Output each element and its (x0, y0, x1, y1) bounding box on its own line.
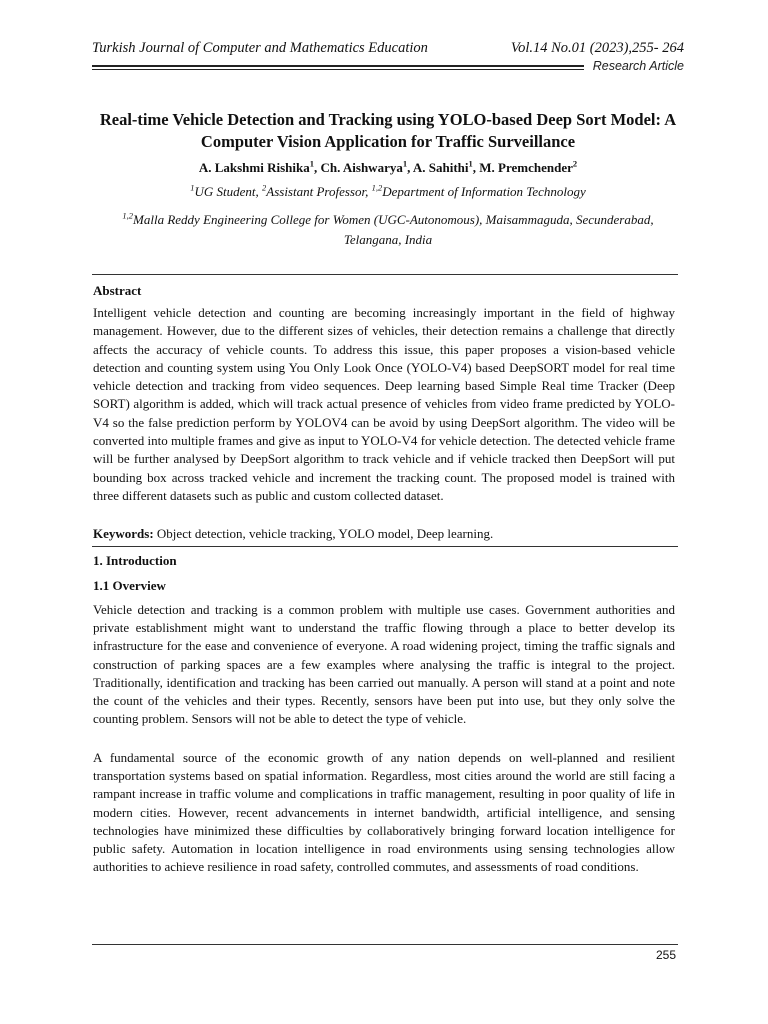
keywords (93, 526, 493, 542)
journal-name: Turkish Journal of Computer and Mathematics Education (92, 40, 428, 56)
volume-info: Vol.14 No.01 (2023),255- 264 (510, 40, 684, 56)
keywords-text: Object detection, vehicle tracking, YOLO model, Deep learning. (153, 526, 494, 541)
author-list: A. Lakshmi Rishika$^1$, Ch. Aishwarya$^1$, A. Sahithi$^1$, M. Premchender$^2$ (198, 158, 578, 175)
keywords-label: Keywords: (93, 526, 154, 541)
abstract-heading: Abstract (93, 283, 142, 298)
abstract-text: Intelligent vehicle detection and counting are becoming increasingly important in the field of highway management. However, due to the different sizes of vehicles, their detection remains a challenge that directly affects the accuracy of vehicle counts. To address this issue, this paper proposes a vision-based vehicle detection and counting system using You Only Look Once (YOLO-V4) based DeepSORT model for real time vehicle detection and tracking from video sequences. Deep learning based Simple Real time Tracker (Deep SORT) algorithm is added, which will track actual presence of vehicles from video frame predicted by YOLO-V4 so the false prediction perform by YOLOV4 can be avoid by using DeepSort algorithm. The video will be converted into multiple frames and give as input to YOLO-V4 for vehicle detection. The detected vehicle frame will be further analysed by DeepSort algorithm to track vehicle and if vehicle tracked then DeepSort will put bounding box across tracked vehicle and increment the tracking count. The proposed model is trained with three different datasets such as public and custom collected dataset. (93, 305, 675, 503)
affiliation-roles: $^1$UG Student, $^2$Assistant Professor, $^{1,2}$Department of Information Technology (190, 182, 586, 199)
paragraph: A fundamental source of the economic growth of any nation depends on well-planned and resilient transportation systems based on spatial information. Regardless, most cities around the world are still facing a rampant increase in traffic volume and complications in traffic management, resulting in poor quality of life in modern cities. However, recent advancements in internet bandwidth, artificial intelligence, and sensing technologies have minimized these difficulties by collaboratively bringing forward location intelligence for public safety. Automation in location intelligence in road environments using sensing technologies allow authorities to achieve resilience in road safety, controlled commutes, and assessments of road conditions. (93, 750, 675, 875)
subsection-heading: 1.1 Overview (93, 578, 166, 593)
affiliation-institution: $^{1,2}$Malla Reddy Engineering College for Women (UGC-Autonomous), Maisammaguda, Secunderabad, Telangana, India (122, 210, 654, 247)
article-type: Research Article (592, 59, 684, 73)
section-heading: 1. Introduction (93, 553, 177, 568)
running-header (92, 40, 684, 57)
paragraph: Vehicle detection and tracking is a common problem with multiple use cases. Government authorities and private establishment might want to understand the traffic flowing through a place to better develop its infrastructure for the ease and convenience of everyone. A road widening project, timing the traffic signals and construction of parking spaces are a few examples where analysing the traffic is integral to the project. Traditionally, identification and tracking has been carried out manually. A person will stand at a point and note the count of the vehicles and their types. Recently, sensors have been put into use, but they only solve the counting problem. Sensors will not be able to detect the type of vehicle. (93, 602, 675, 727)
author-name: M. Premchender (479, 160, 573, 175)
author-name: A. Lakshmi Rishika (198, 160, 310, 175)
header-rule (92, 63, 584, 70)
author-name: Ch. Aishwarya (320, 160, 403, 175)
abstract-top-rule (92, 274, 678, 275)
author-name: A. Sahithi (412, 160, 469, 175)
page-number: 255 (655, 948, 676, 962)
paper-title: Real-time Vehicle Detection and Tracking using YOLO-based Deep Sort Model: A Computer Vision Application for Traffic Surveillance (99, 110, 677, 151)
footer-rule (92, 944, 678, 945)
abstract-bottom-rule (92, 546, 678, 547)
